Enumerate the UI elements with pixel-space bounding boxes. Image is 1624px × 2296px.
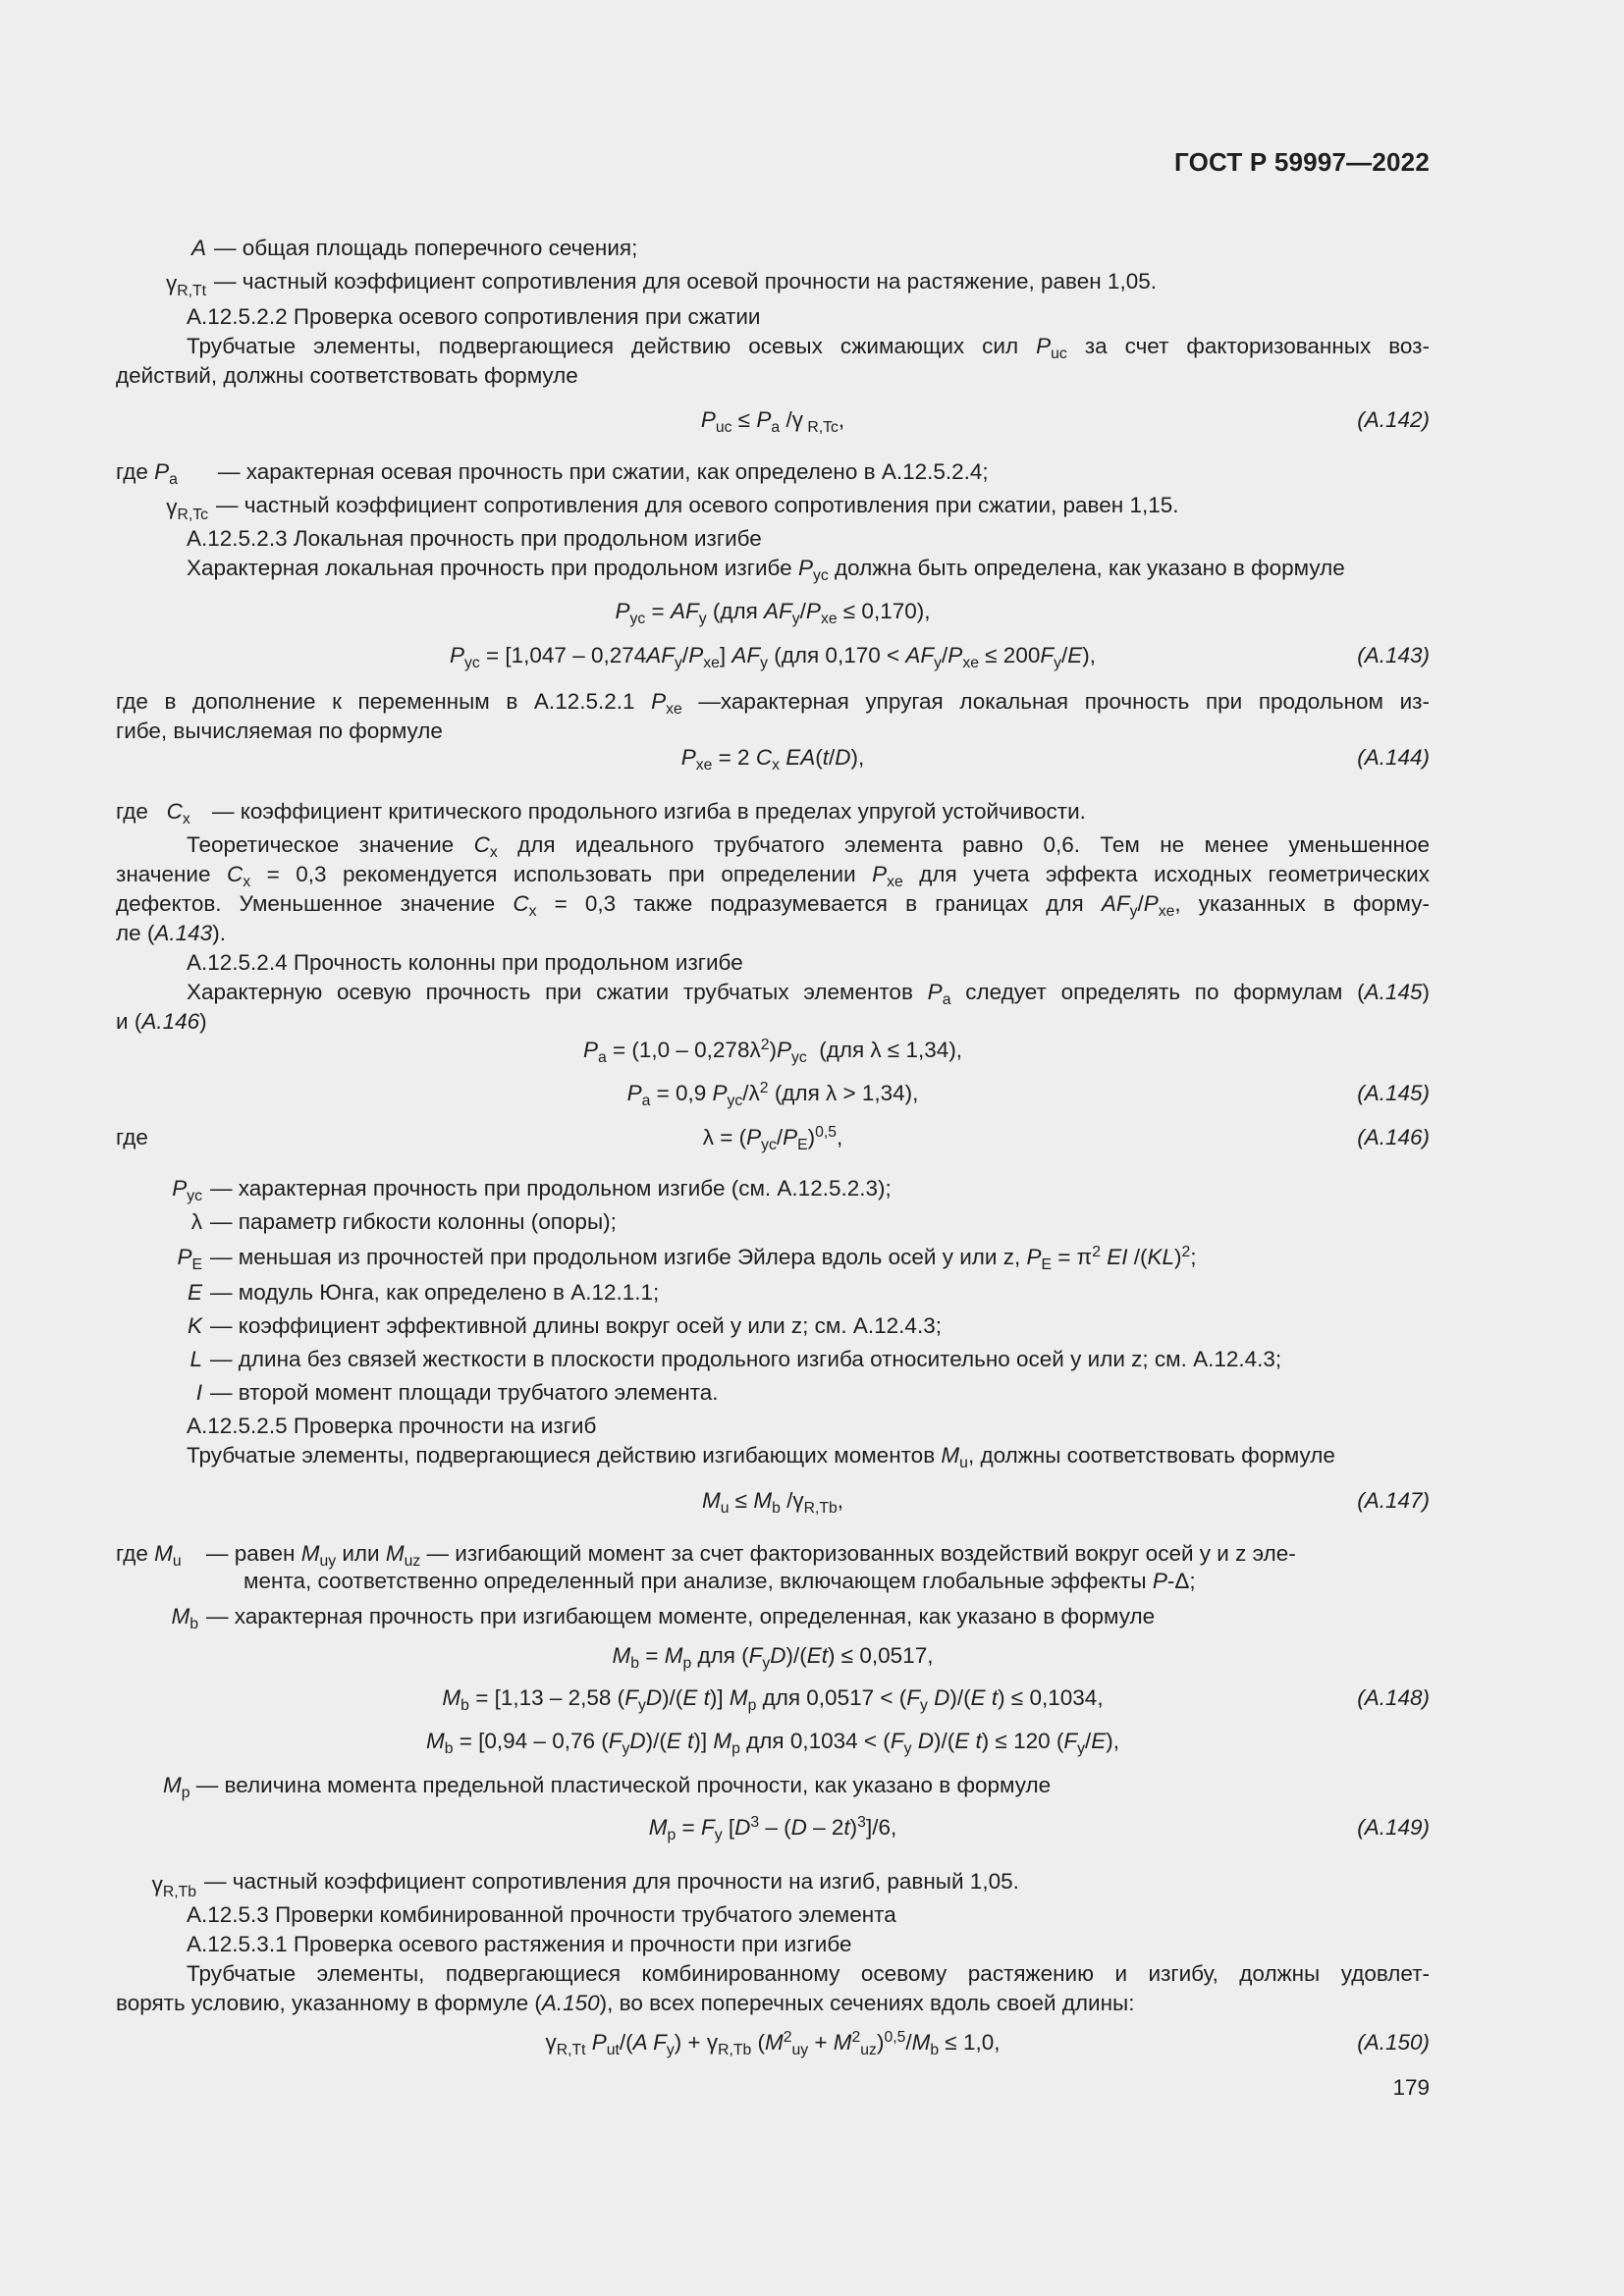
definition-Cx: — коэффициент критического продольного изгиба в пределах упругой устойчивости. xyxy=(212,799,1086,824)
symbol-A: A xyxy=(190,236,206,260)
formula-A143-a: $P_{yc} = AF_y$ (для $AF_y/P_{xe} \le 0,170$), xyxy=(615,599,931,627)
definition-lambda: — параметр гибкости колонны (опоры); xyxy=(210,1209,617,1234)
section-heading-A12531: А.12.5.3.1 Проверка осевого растяжения и прочности при изгибе xyxy=(187,1932,852,1956)
paragraph-line: Трубчатые элементы, подвергающиеся действию изгибающих моментов $M_u$, должны соответствовать формуле xyxy=(187,1443,1335,1471)
definition-L: — длина без связей жесткости в плоскости продольного изгиба относительно осей y или z; см. А.12.4.3; xyxy=(210,1347,1282,1371)
where-label: где $C_x$ xyxy=(116,799,190,828)
definition-K: — коэффициент эффективной длины вокруг осей y или z; см. А.12.4.3; xyxy=(210,1313,942,1338)
equation-number-A143: (A.143) xyxy=(1357,643,1430,667)
symbol-K: K xyxy=(187,1313,202,1338)
symbol-lambda: λ xyxy=(190,1209,202,1234)
definition-Mp: $M_p$ — величина момента предельной пластической прочности, как указано в формуле xyxy=(163,1773,1052,1801)
equation-number-A146: (A.146) xyxy=(1357,1125,1430,1149)
equation-number-A144: (A.144) xyxy=(1357,745,1430,770)
formula-A142: $P_{uc} \le P_a$ /γ $_{R,Tc}$, xyxy=(700,407,845,436)
definition-E: — модуль Юнга, как определено в А.12.1.1; xyxy=(210,1280,660,1305)
formula-A148-b: $M_b = [1,13 - 2,58$ $(F_yD)/(E$ t)] $M_p$ для $0,0517 < (F_y$ D)/(E t) ≤ 0,1034, xyxy=(442,1685,1104,1714)
paragraph-line: значение $C_x = 0,3$ рекомендуется использовать при определении $P_{xe}$ для учета эффекта исходных геометрических xyxy=(116,862,1430,890)
paragraph-line: Характерную осевую прочность при сжатии трубчатых элементов $P_a$ следует определять по формулам (A.145) xyxy=(187,980,1430,1008)
paragraph-line: Теоретическое значение $C_x$ для идеального трубчатого элемента равно 0,6. Тем не менее уменьшенное xyxy=(187,832,1430,861)
paragraph-line: ворять условию, указанному в формуле (A.150), во всех поперечных сечениях вдоль своей длины: xyxy=(116,1991,1135,2015)
symbol-PE: $P_E$ xyxy=(177,1245,202,1273)
formula-A150: $\gamma_{R,Tt}$ $P_{ut}/(A$ $F_y) + \gamma_{R,Tb}$ $(M^2_{uy} + M^2_{uz})^{0,5}/M_b \le 1,0$, xyxy=(545,2029,1001,2058)
section-heading-A12523: А.12.5.2.3 Локальная прочность при продольном изгибе xyxy=(187,526,762,551)
definition-PE: — меньшая из прочностей при продольном изгибе Эйлера вдоль осей y или z, $P_E = \pi^2$ EI /(KL)$^2$; xyxy=(210,1244,1197,1273)
symbol-Pyc: $P_{yc}$ xyxy=(172,1176,202,1204)
symbol-I: I xyxy=(195,1380,202,1405)
equation-number-A150: (A.150) xyxy=(1357,2030,1430,2055)
paragraph-line: Характерная локальная прочность при продольном изгибе $P_{yc}$ должна быть определена, как указано в формуле xyxy=(187,556,1345,584)
paragraph-line: Трубчатые элементы, подвергающиеся комбинированному осевому растяжению и изгибу, должны удовлет- xyxy=(187,1961,1430,1986)
formula-A146: $\lambda = (P_{yc}/P_E)^{0,5}$, xyxy=(702,1124,843,1153)
paragraph-line: дефектов. Уменьшенное значение $C_x = 0,3$ также подразумевается в границах для $AF_y/P_{xe}$, указанных в форму- xyxy=(116,891,1430,920)
document-header: ГОСТ Р 59997—2022 xyxy=(1174,147,1430,177)
symbol-E: E xyxy=(187,1280,202,1305)
section-heading-A12524: А.12.5.2.4 Прочность колонны при продольном изгибе xyxy=(187,950,743,975)
definition-gamma-RTt: — частный коэффициент сопротивления для осевой прочности на растяжение, равен 1,05. xyxy=(214,269,1157,294)
formula-A147: $M_u \le M_b$ $/\gamma_{R,Tb}$, xyxy=(701,1488,844,1517)
paragraph-line: действий, должны соответствовать формуле xyxy=(116,363,578,388)
definition-A: — общая площадь поперечного сечения; xyxy=(214,236,638,260)
equation-number-A149: (A.149) xyxy=(1357,1815,1430,1840)
definition-I: — второй момент площади трубчатого элемента. xyxy=(210,1380,719,1405)
definition-Pyc: — характерная прочность при продольном изгибе (см. А.12.5.2.3); xyxy=(210,1176,892,1201)
section-heading-A12525: А.12.5.2.5 Проверка прочности на изгиб xyxy=(187,1414,597,1438)
symbol-gamma-RTc: $\gamma_{R,Tc}$ xyxy=(166,495,208,523)
formula-A143-b: $P_{yc} = [1,047 - 0,274AF_y/P_{xe}]$ $AF_y$ (для $0,170 < AF_y/P_{xe} \le 200F_y/E$), xyxy=(449,643,1097,671)
symbol-Mb: $M_b$ xyxy=(171,1604,198,1632)
formula-A148-c: $M_b = [0,94 - 0,76$ $(F_yD)/(E$ t)] $M_p$ для $0,1034 < (F_y$ D)/(E t) ≤ 120 $(F_y/E)$, xyxy=(425,1729,1120,1757)
formula-A144: $P_{xe} = 2$ $C_x$ EA(t/D), xyxy=(680,745,865,774)
formula-A148-a: $M_b = M_p$ для $(F_yD)/(Et) \le 0,0517$, xyxy=(612,1643,934,1672)
definition-gamma-RTc: — частный коэффициент сопротивления для осевого сопротивления при сжатии, равен 1,15. xyxy=(216,493,1179,517)
paragraph-line: Трубчатые элементы, подвергающиеся действию осевых сжимающих сил $P_{uc}$ за счет факторизованных воз- xyxy=(187,334,1430,362)
definition-Pa: — характерная осевая прочность при сжатии, как определено в А.12.5.2.4; xyxy=(218,459,989,484)
where-label: где $P_a$ xyxy=(116,459,178,488)
definition-Mu-continued: мента, соответственно определенный при анализе, включающем глобальные эффекты P-Δ; xyxy=(244,1569,1196,1593)
symbol-L: L xyxy=(189,1347,202,1371)
section-heading-A1253: А.12.5.3 Проверки комбинированной прочности трубчатого элемента xyxy=(187,1902,896,1927)
paragraph-line: и (A.146) xyxy=(116,1009,207,1034)
equation-number-A145: (A.145) xyxy=(1357,1081,1430,1105)
equation-number-A148: (A.148) xyxy=(1357,1685,1430,1710)
where-label: где $M_u$ xyxy=(116,1541,182,1570)
formula-A145-b: $P_a = 0,9$ $P_{yc}/\lambda^2$ (для λ > 1,34), xyxy=(626,1080,919,1109)
paragraph-line: ле (A.143). xyxy=(116,921,226,945)
paragraph-line: где в дополнение к переменным в А.12.5.2.1 $P_{xe}$ —характерная упругая локальная прочность при продольном из- xyxy=(116,689,1430,718)
definition-Mb: — характерная прочность при изгибающем моменте, определенная, как указано в формуле xyxy=(206,1604,1156,1629)
symbol-gamma-RTb: $\gamma_{R,Tb}$ xyxy=(151,1872,196,1900)
definition-gamma-RTb: — частный коэффициент сопротивления для прочности на изгиб, равный 1,05. xyxy=(204,1869,1019,1894)
page-number: 179 xyxy=(1392,2075,1430,2100)
equation-number-A147: (A.147) xyxy=(1357,1488,1430,1513)
formula-A145-a: $P_a = (1,0 - 0,278\lambda^2)P_{yc}$ (для λ ≤ 1,34), xyxy=(582,1037,963,1066)
formula-A149: $M_p = F_y$ $[D^3 - (D - 2t)^3]/6$, xyxy=(648,1814,897,1843)
paragraph-line: гибе, вычисляемая по формуле xyxy=(116,719,443,743)
symbol-gamma-RTt: $\gamma_{R,Tt}$ xyxy=(166,271,206,299)
section-heading-A12522: А.12.5.2.2 Проверка осевого сопротивления при сжатии xyxy=(187,304,761,329)
definition-Mu: — равен $M_{uy}$ или $M_{uz}$ — изгибающий момент за счет факторизованных воздействий вокруг осей y и z эле- xyxy=(206,1541,1296,1570)
where-label: где xyxy=(116,1125,148,1149)
equation-number-A142: (A.142) xyxy=(1357,407,1430,432)
